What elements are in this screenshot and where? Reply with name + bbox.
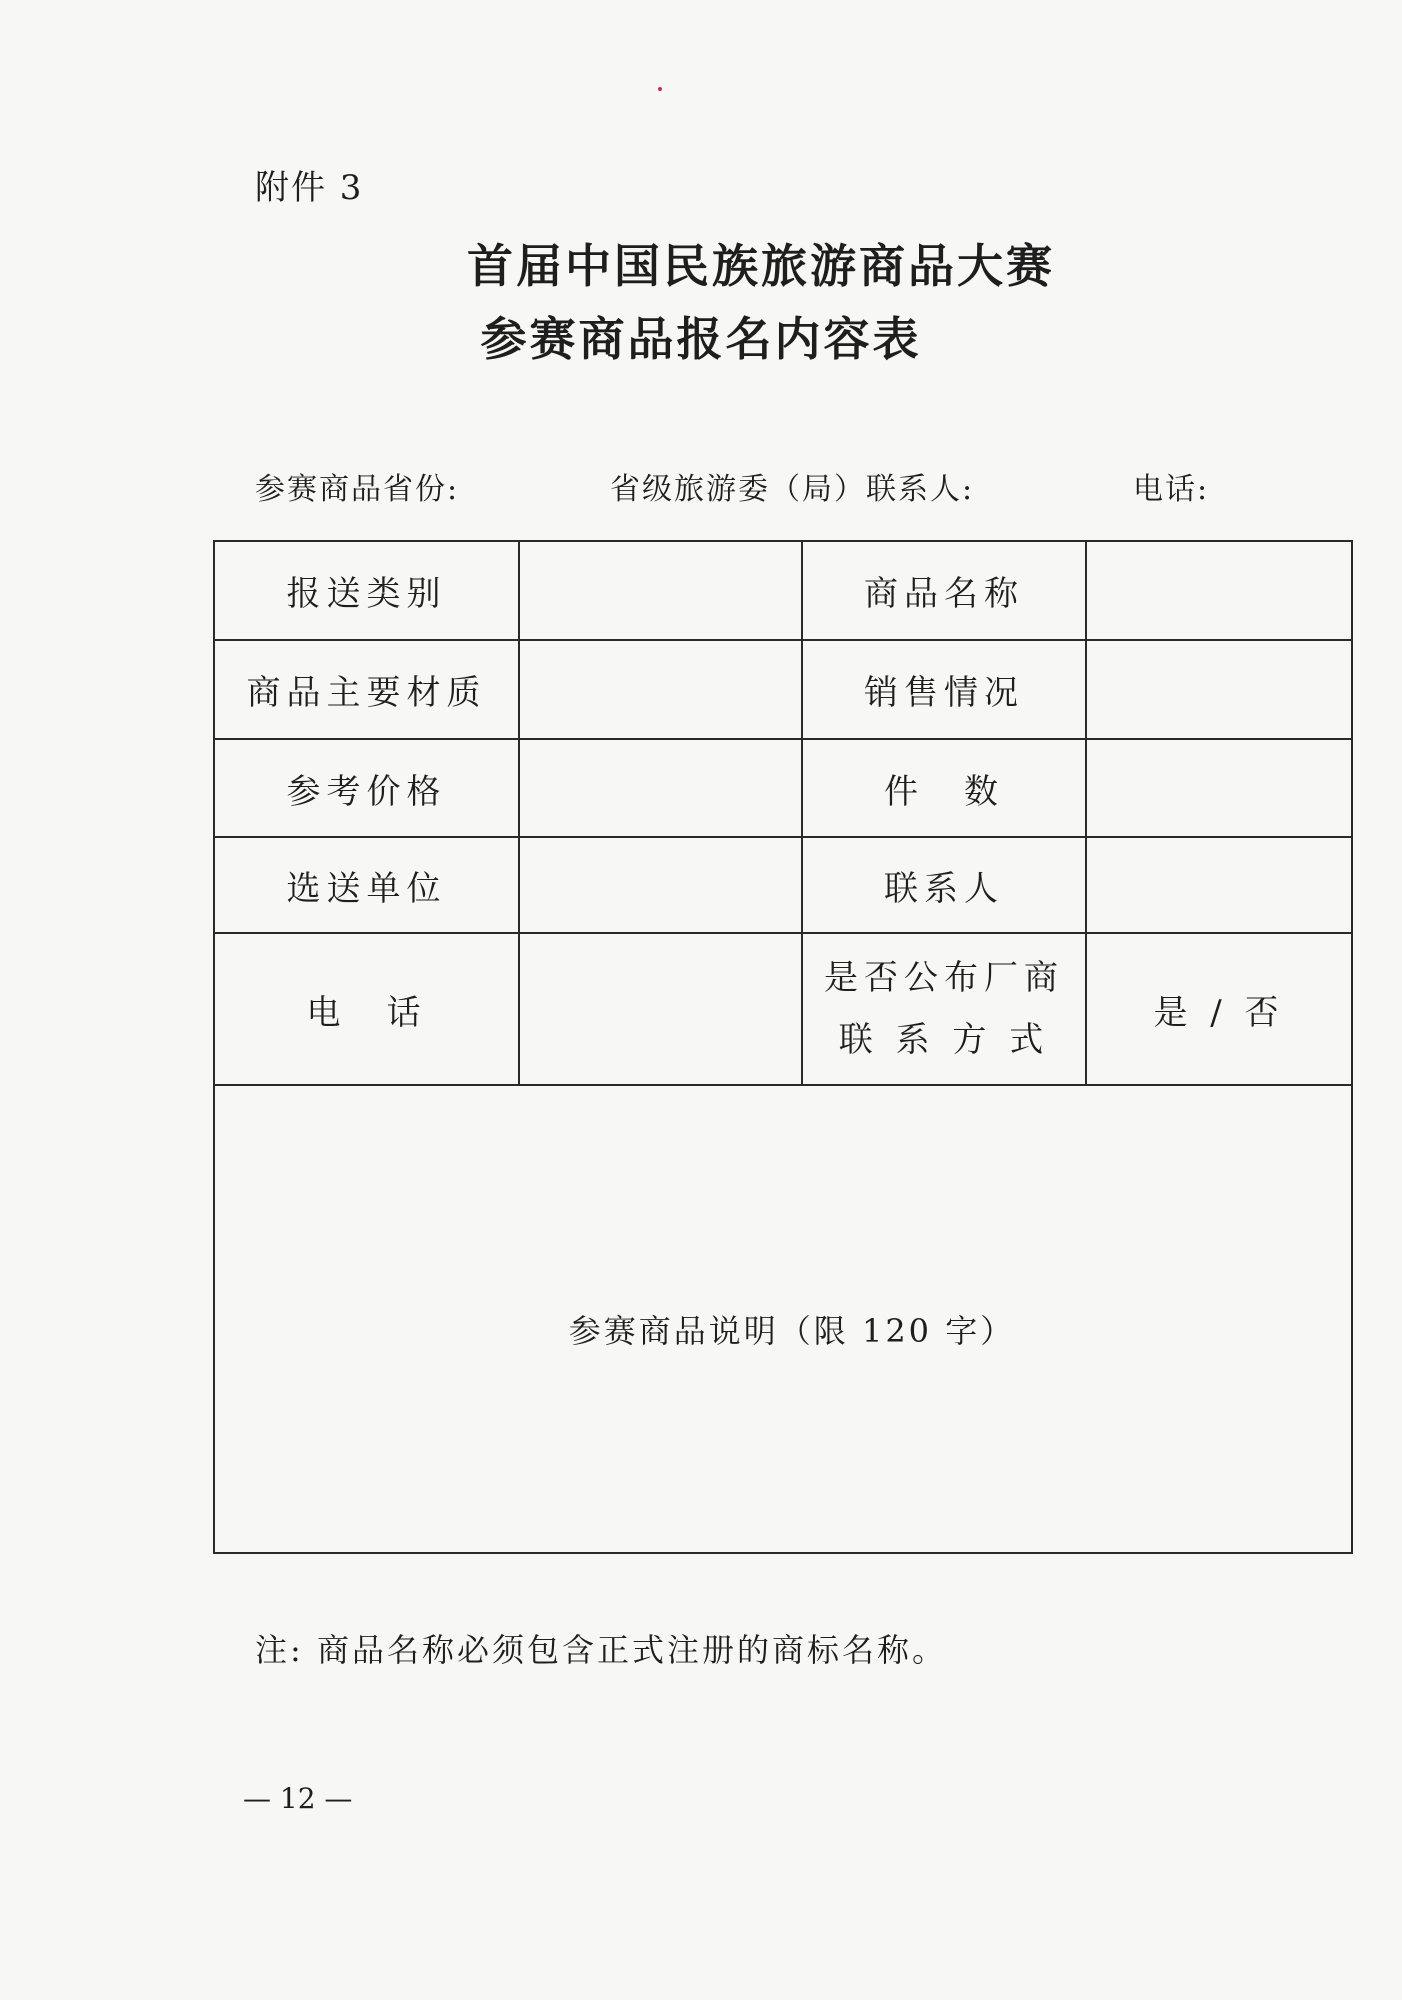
table-row <box>214 739 1352 837</box>
product-name-label: 商品名称 <box>802 541 1086 640</box>
telephone-value-cell[interactable] <box>519 933 802 1085</box>
product-name-value-cell[interactable] <box>1086 541 1352 640</box>
material-label: 商品主要材质 <box>214 640 519 739</box>
unit-value-cell[interactable] <box>519 837 802 933</box>
province-label: 参赛商品省份: <box>255 472 460 507</box>
table-row <box>214 1085 1352 1553</box>
phone-label: 电话: <box>1133 472 1210 507</box>
ink-dot <box>658 87 662 91</box>
table-row <box>214 640 1352 739</box>
sales-label: 销售情况 <box>802 640 1086 739</box>
publish-contact-line-2: 联 系 方 式 <box>838 1020 1050 1060</box>
table-row <box>214 541 1352 640</box>
description-cell[interactable] <box>214 1085 1352 1553</box>
contact-person-label: 联系人 <box>802 837 1086 933</box>
category-label: 报送类别 <box>214 541 519 640</box>
material-value-cell[interactable] <box>519 640 802 739</box>
sales-value-cell[interactable] <box>1086 640 1352 739</box>
price-label: 参考价格 <box>214 739 519 837</box>
attachment-label: 附件 3 <box>255 168 364 208</box>
registration-table <box>213 540 1353 1554</box>
price-value-cell[interactable] <box>519 739 802 837</box>
category-value-cell[interactable] <box>519 541 802 640</box>
page-number: — 12 — <box>243 1782 353 1815</box>
title-line-2: 参赛商品报名内容表 <box>480 312 922 366</box>
table-row <box>214 837 1352 933</box>
publish-contact-label <box>802 933 1086 1085</box>
unit-label: 选送单位 <box>214 837 519 933</box>
publish-contact-line-1: 是否公布厂商 <box>824 958 1064 998</box>
telephone-label: 电 话 <box>214 933 519 1085</box>
title-line-1: 首届中国民族旅游商品大赛 <box>467 239 1055 293</box>
quantity-value-cell[interactable] <box>1086 739 1352 837</box>
description-label: 参赛商品说明（限 120 字） <box>568 1312 1016 1350</box>
quantity-label: 件 数 <box>802 739 1086 837</box>
table-row <box>214 933 1352 1085</box>
contact-label: 省级旅游委（局）联系人: <box>610 472 975 507</box>
contact-person-value-cell[interactable] <box>1086 837 1352 933</box>
yes-no-choice[interactable]: 是 / 否 <box>1086 933 1352 1085</box>
footnote: 注: 商品名称必须包含正式注册的商标名称。 <box>255 1631 947 1669</box>
